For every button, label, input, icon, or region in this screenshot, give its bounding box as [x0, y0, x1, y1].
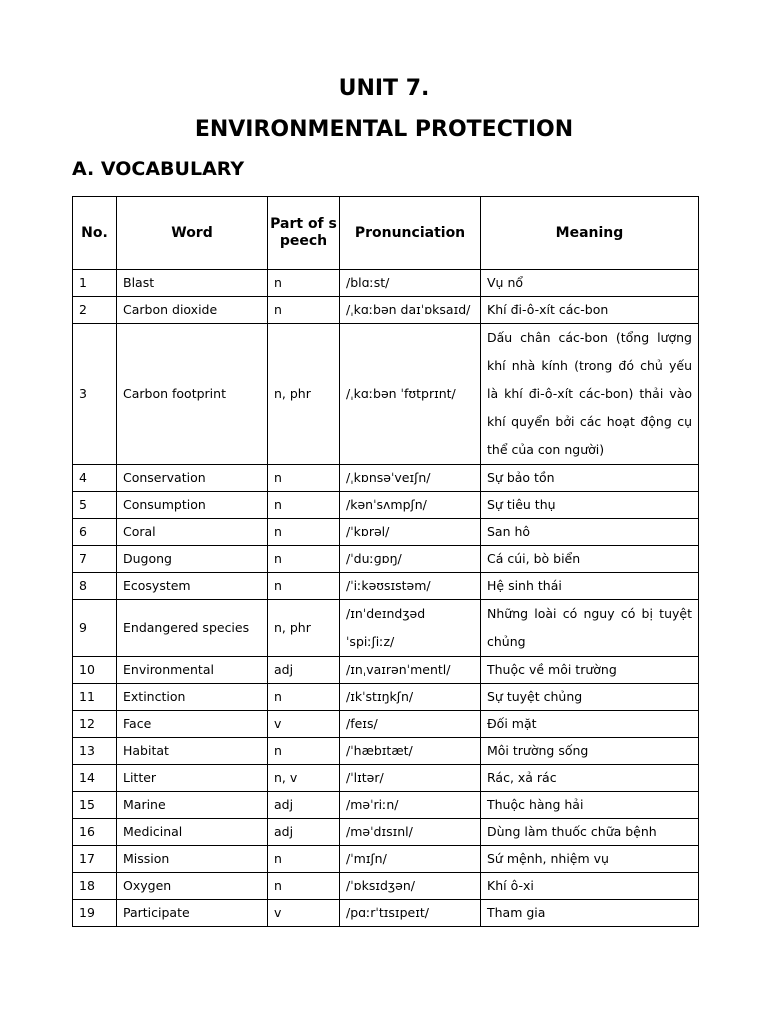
- cell-no: 13: [73, 738, 117, 765]
- cell-word: Carbon dioxide: [117, 297, 268, 324]
- table-row: [73, 600, 699, 657]
- cell-meaning: Thuộc về môi trường: [481, 657, 699, 684]
- table-row: [73, 270, 699, 297]
- cell-ipa: /ˌkɒnsəˈveɪʃn/: [340, 465, 481, 492]
- cell-ipa: /ˈhæbɪtæt/: [340, 738, 481, 765]
- table-header-row: [73, 197, 699, 270]
- table-row: [73, 792, 699, 819]
- cell-no: 18: [73, 873, 117, 900]
- cell-ipa: /ˈlɪtər/: [340, 765, 481, 792]
- cell-meaning: Sự tiêu thụ: [481, 492, 699, 519]
- cell-word: Face: [117, 711, 268, 738]
- cell-ipa: /məˈdɪsɪnl/: [340, 819, 481, 846]
- table-row: [73, 492, 699, 519]
- cell-ipa: /ˈmɪʃn/: [340, 846, 481, 873]
- cell-ipa: /ˌkɑːbən daɪˈɒksaɪd/: [340, 297, 481, 324]
- cell-meaning: Dấu chân các-bon (tổng lượng khí nhà kính (trong đó chủ yếu là khí đi-ô-xít các-bon) thải vào khí quyển bởi các hoạt động cụ thể của con người): [481, 324, 699, 465]
- column-header-pronunciation: Pronunciation: [340, 197, 481, 270]
- table-row: [73, 738, 699, 765]
- cell-ipa: /ɪkˈstɪŋkʃn/: [340, 684, 481, 711]
- table-row: [73, 324, 699, 465]
- cell-no: 9: [73, 600, 117, 657]
- column-header-word: Word: [117, 197, 268, 270]
- cell-pos: v: [268, 711, 340, 738]
- table-row: [73, 711, 699, 738]
- cell-ipa: /feɪs/: [340, 711, 481, 738]
- table-row: [73, 465, 699, 492]
- table-row: [73, 765, 699, 792]
- cell-ipa: /ɪnˈdeɪndʒəd ˈspiːʃiːz/: [340, 600, 481, 657]
- cell-word: Litter: [117, 765, 268, 792]
- cell-pos: n: [268, 738, 340, 765]
- cell-pos: n, phr: [268, 600, 340, 657]
- cell-ipa: /ˈduːɡɒŋ/: [340, 546, 481, 573]
- cell-no: 1: [73, 270, 117, 297]
- cell-word: Medicinal: [117, 819, 268, 846]
- table-row: [73, 819, 699, 846]
- cell-meaning: Hệ sinh thái: [481, 573, 699, 600]
- cell-no: 7: [73, 546, 117, 573]
- unit-subtitle: ENVIRONMENTAL PROTECTION: [194, 117, 574, 142]
- cell-no: 19: [73, 900, 117, 927]
- cell-meaning: San hô: [481, 519, 699, 546]
- cell-ipa: /məˈriːn/: [340, 792, 481, 819]
- cell-meaning: Khí ô-xi: [481, 873, 699, 900]
- cell-word: Environmental: [117, 657, 268, 684]
- cell-pos: v: [268, 900, 340, 927]
- cell-pos: n: [268, 297, 340, 324]
- cell-no: 14: [73, 765, 117, 792]
- cell-word: Carbon footprint: [117, 324, 268, 465]
- cell-word: Coral: [117, 519, 268, 546]
- table-row: [73, 546, 699, 573]
- column-header-meaning: Meaning: [481, 197, 699, 270]
- cell-pos: n: [268, 873, 340, 900]
- cell-ipa: /pɑːrˈtɪsɪpeɪt/: [340, 900, 481, 927]
- cell-pos: adj: [268, 792, 340, 819]
- table-row: [73, 519, 699, 546]
- cell-no: 17: [73, 846, 117, 873]
- table-row: [73, 657, 699, 684]
- cell-word: Dugong: [117, 546, 268, 573]
- cell-no: 15: [73, 792, 117, 819]
- cell-pos: n: [268, 684, 340, 711]
- table-row: [73, 573, 699, 600]
- cell-meaning: Thuộc hàng hải: [481, 792, 699, 819]
- cell-pos: n: [268, 270, 340, 297]
- unit-title: UNIT 7.: [338, 76, 430, 101]
- cell-word: Ecosystem: [117, 573, 268, 600]
- cell-pos: n: [268, 546, 340, 573]
- cell-ipa: /kənˈsʌmpʃn/: [340, 492, 481, 519]
- cell-ipa: /ɪnˌvaɪrənˈmentl/: [340, 657, 481, 684]
- cell-meaning: Dùng làm thuốc chữa bệnh: [481, 819, 699, 846]
- cell-meaning: Cá cúi, bò biển: [481, 546, 699, 573]
- cell-no: 8: [73, 573, 117, 600]
- cell-pos: n, v: [268, 765, 340, 792]
- section-heading: A. VOCABULARY: [72, 158, 245, 180]
- cell-ipa: /ˌkɑːbən ˈfʊtprɪnt/: [340, 324, 481, 465]
- cell-ipa: /ˈiːkəʊsɪstəm/: [340, 573, 481, 600]
- cell-ipa: /ˈkɒrəl/: [340, 519, 481, 546]
- cell-no: 6: [73, 519, 117, 546]
- table-row: [73, 873, 699, 900]
- cell-no: 4: [73, 465, 117, 492]
- cell-no: 11: [73, 684, 117, 711]
- cell-word: Blast: [117, 270, 268, 297]
- column-header-no: No.: [73, 197, 117, 270]
- table-row: [73, 846, 699, 873]
- cell-meaning: Rác, xả rác: [481, 765, 699, 792]
- cell-no: 2: [73, 297, 117, 324]
- cell-word: Habitat: [117, 738, 268, 765]
- cell-no: 5: [73, 492, 117, 519]
- cell-meaning: Tham gia: [481, 900, 699, 927]
- cell-no: 3: [73, 324, 117, 465]
- cell-meaning: Đối mặt: [481, 711, 699, 738]
- cell-pos: n: [268, 465, 340, 492]
- cell-pos: adj: [268, 819, 340, 846]
- column-header-part-of-speech: Part of speech: [268, 197, 340, 270]
- table-row: [73, 684, 699, 711]
- vocabulary-table: [72, 196, 699, 927]
- cell-pos: n: [268, 846, 340, 873]
- cell-pos: n, phr: [268, 324, 340, 465]
- cell-meaning: Vụ nổ: [481, 270, 699, 297]
- cell-meaning: Sứ mệnh, nhiệm vụ: [481, 846, 699, 873]
- cell-word: Marine: [117, 792, 268, 819]
- cell-word: Oxygen: [117, 873, 268, 900]
- cell-pos: n: [268, 519, 340, 546]
- cell-word: Extinction: [117, 684, 268, 711]
- cell-pos: adj: [268, 657, 340, 684]
- cell-meaning: Sự bảo tồn: [481, 465, 699, 492]
- cell-word: Participate: [117, 900, 268, 927]
- cell-word: Conservation: [117, 465, 268, 492]
- cell-meaning: Môi trường sống: [481, 738, 699, 765]
- cell-meaning: Khí đi-ô-xít các-bon: [481, 297, 699, 324]
- cell-pos: n: [268, 573, 340, 600]
- cell-ipa: /blɑːst/: [340, 270, 481, 297]
- cell-no: 12: [73, 711, 117, 738]
- cell-no: 10: [73, 657, 117, 684]
- cell-ipa: /ˈɒksɪdʒən/: [340, 873, 481, 900]
- cell-word: Mission: [117, 846, 268, 873]
- cell-no: 16: [73, 819, 117, 846]
- cell-meaning: Những loài có nguy có bị tuyệt chủng: [481, 600, 699, 657]
- cell-pos: n: [268, 492, 340, 519]
- table-row: [73, 900, 699, 927]
- table-row: [73, 297, 699, 324]
- cell-word: Consumption: [117, 492, 268, 519]
- cell-meaning: Sự tuyệt chủng: [481, 684, 699, 711]
- cell-word: Endangered species: [117, 600, 268, 657]
